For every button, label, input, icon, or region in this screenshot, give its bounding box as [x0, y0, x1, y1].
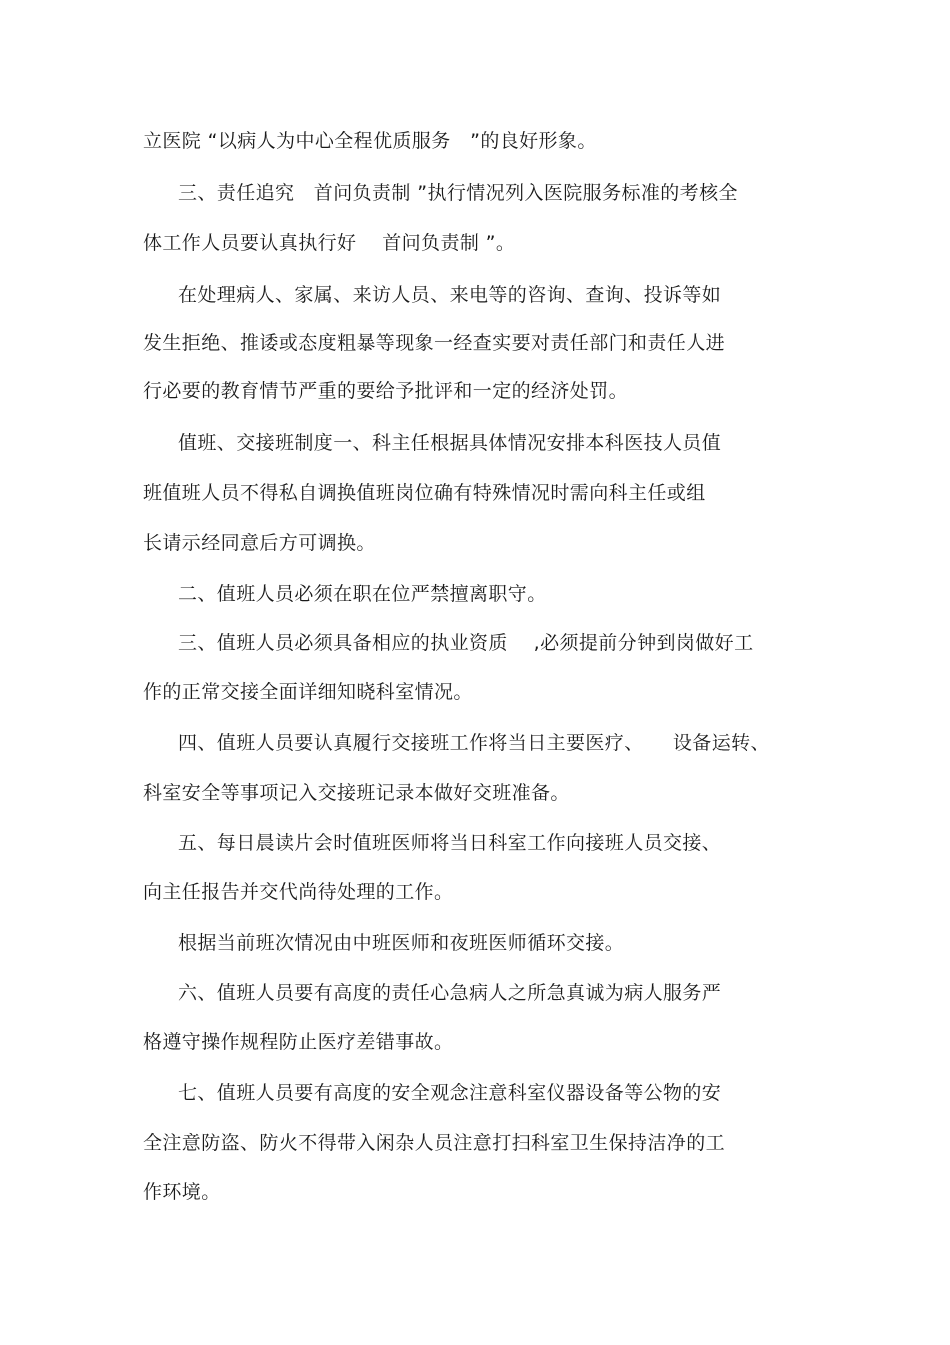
text-line: 格遵守操作规程防止医疗差错事故。: [143, 1031, 454, 1053]
text-line: 班值班人员不得私自调换值班岗位确有特殊情况时需向科主任或组: [143, 482, 706, 504]
text-line: 值班、交接班制度一、科主任根据具体情况安排本科医技人员值: [178, 432, 722, 454]
text-line: 根据当前班次情况由中班医师和夜班医师循环交接。: [178, 932, 625, 954]
text-line: 科室安全等事项记入交接班记录本做好交班准备。: [143, 782, 570, 804]
text-line: 全注意防盗、防火不得带入闲杂人员注意打扫科室卫生保持洁净的工: [143, 1132, 726, 1154]
text-line: 六、值班人员要有高度的责任心急病人之所急真诚为病人服务严: [178, 982, 722, 1004]
text-line: 立医院 “以病人为中心全程优质服务 ”的良好形象。: [143, 130, 597, 152]
text-line: 体工作人员要认真执行好 首问负责制 ”。: [143, 232, 516, 254]
text-line: 五、每日晨读片会时值班医师将当日科室工作向接班人员交接、: [178, 832, 722, 854]
text-line: 四、值班人员要认真履行交接班工作将当日主要医疗、 设备运转、: [178, 732, 770, 754]
text-line: 作的正常交接全面详细知晓科室情况。: [143, 681, 473, 703]
text-line: 三、值班人员必须具备相应的执业资质 ,必须提前分钟到岗做好工: [178, 632, 754, 654]
text-line: 行必要的教育情节严重的要给予批评和一定的经济处罚。: [143, 380, 629, 402]
text-line: 二、值班人员必须在职在位严禁擅离职守。: [178, 583, 547, 605]
text-line: 在处理病人、家属、来访人员、来电等的咨询、查询、投诉等如: [178, 284, 722, 306]
text-line: 向主任报告并交代尚待处理的工作。: [143, 881, 454, 903]
text-line: 作环境。: [143, 1181, 221, 1203]
text-line: 长请示经同意后方可调换。: [143, 532, 376, 554]
text-line: 发生拒绝、推诿或态度粗暴等现象一经查实要对责任部门和责任人进: [143, 332, 726, 354]
text-line: 七、值班人员要有高度的安全观念注意科室仪器设备等公物的安: [178, 1082, 722, 1104]
text-line: 三、责任追究 首问负责制 ”执行情况列入医院服务标准的考核全: [178, 182, 738, 204]
